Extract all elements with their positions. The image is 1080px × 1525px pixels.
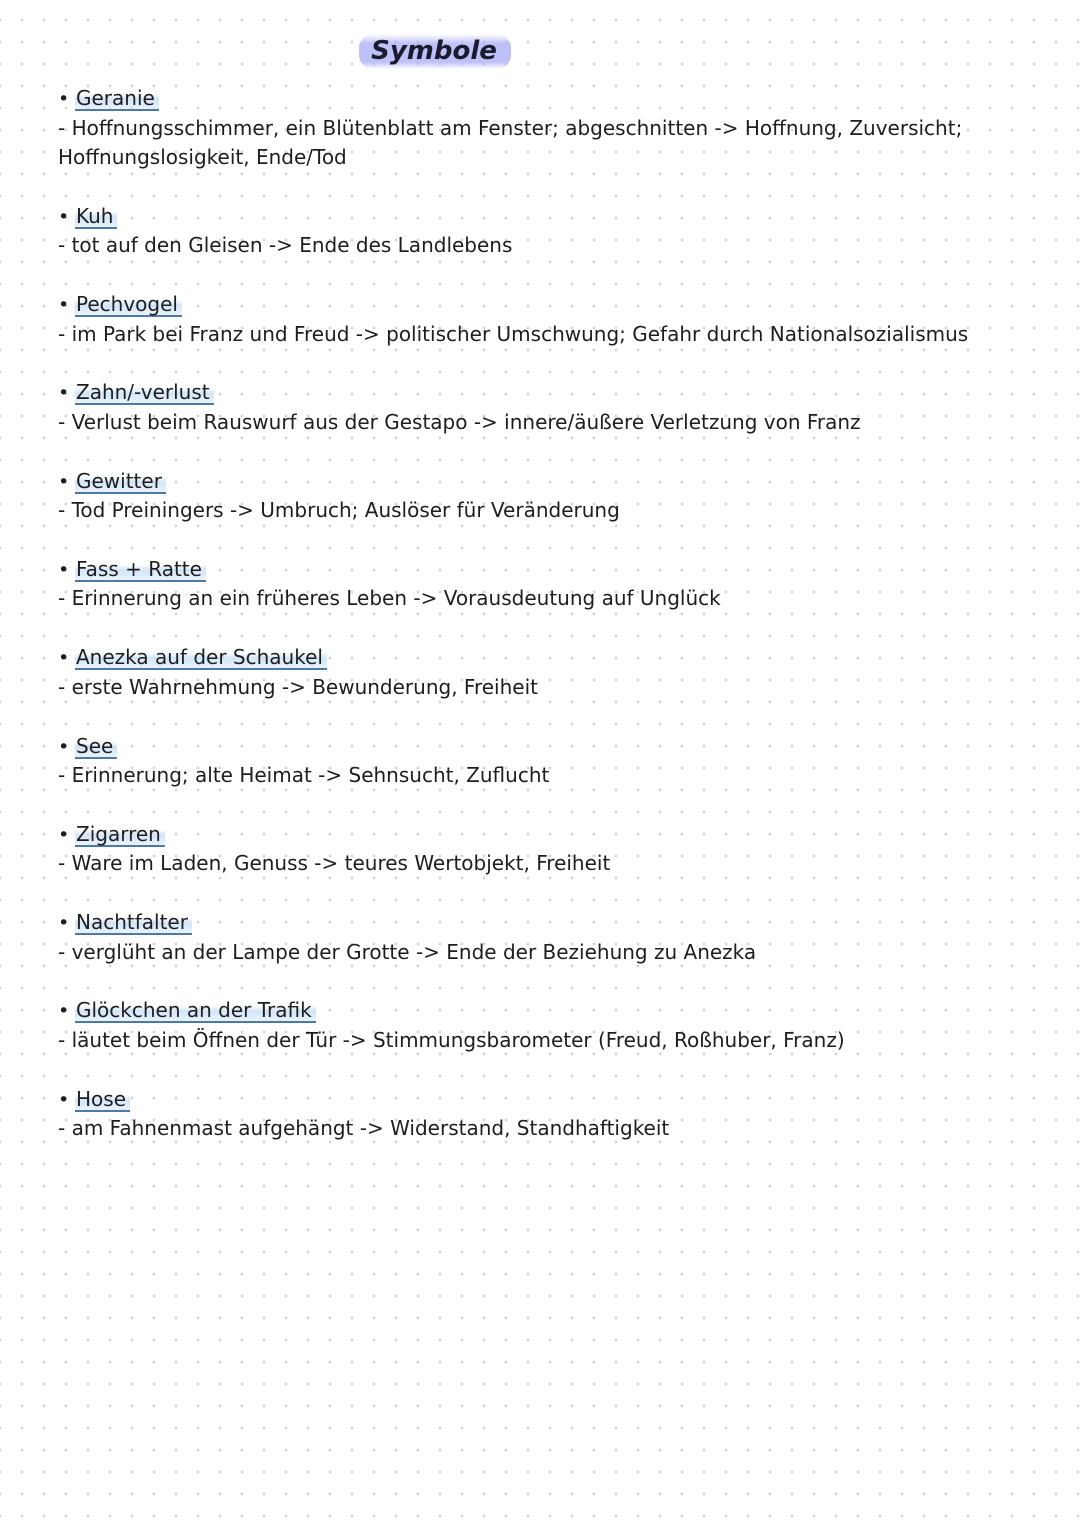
item-term: Glöckchen an der Trafik (75, 999, 316, 1023)
bullet-icon: • (58, 382, 70, 405)
bullet-icon: • (58, 470, 70, 493)
item-heading (58, 643, 1018, 673)
bullet-icon: • (58, 294, 70, 317)
item-term: Fass + Ratte (75, 558, 206, 582)
item-description: - Erinnerung an ein früheres Leben -> Vorausdeutung auf Unglück (58, 586, 721, 611)
list-item (58, 84, 1018, 173)
bullet-icon: • (58, 735, 70, 758)
bullet-icon: • (58, 912, 70, 935)
bullet-icon: • (58, 647, 70, 670)
item-description: - am Fahnenmast aufgehängt -> Widerstand, Standhaftigkeit (58, 1116, 670, 1141)
list-item (58, 555, 1018, 614)
item-description: - Verlust beim Rauswurf aus der Gestapo -> innere/äußere Verletzung von Franz (58, 409, 861, 434)
item-term: Gewitter (75, 470, 166, 494)
item-description: - Ware im Laden, Genuss -> teures Wertobjekt, Freiheit (58, 851, 611, 876)
bullet-icon: • (58, 823, 70, 846)
list-item (58, 202, 1018, 261)
list-item (58, 820, 1018, 879)
item-term: Geranie (75, 87, 159, 111)
list-item (58, 467, 1018, 526)
bullet-icon: • (58, 1088, 70, 1111)
title-wrapper (0, 34, 870, 69)
item-heading (58, 202, 1018, 232)
item-term: Anezka auf der Schaukel (75, 646, 327, 670)
item-heading (58, 290, 1018, 320)
item-term: Zahn/-verlust (75, 381, 214, 405)
bullet-icon: • (58, 205, 70, 228)
item-heading (58, 467, 1018, 497)
list-item (58, 1085, 1018, 1144)
item-term: Kuh (75, 205, 117, 229)
item-term: Nachtfalter (75, 911, 192, 935)
list-item (58, 908, 1018, 967)
symbol-list (58, 84, 1018, 1173)
item-heading (58, 820, 1018, 850)
item-term: Zigarren (75, 823, 165, 847)
item-description: - im Park bei Franz und Freud -> politischer Umschwung; Gefahr durch Nationalsozialismus (58, 321, 969, 346)
item-description: - Hoffnungsschimmer, ein Blütenblatt am Fenster; abgeschnitten -> Hoffnung, Zuversicht; Hoffnungslosigkeit, Ende/Tod (58, 115, 963, 169)
list-item (58, 378, 1018, 437)
list-item (58, 643, 1018, 702)
item-heading (58, 1085, 1018, 1115)
item-heading (58, 996, 1018, 1026)
item-term: See (75, 735, 117, 759)
list-item (58, 732, 1018, 791)
list-item (58, 996, 1018, 1055)
item-term: Pechvogel (75, 293, 182, 317)
list-item (58, 290, 1018, 349)
item-heading (58, 84, 1018, 114)
item-heading (58, 378, 1018, 408)
bullet-icon: • (58, 1000, 70, 1023)
item-description: - verglüht an der Lampe der Grotte -> Ende der Beziehung zu Anezka (58, 939, 757, 964)
item-heading (58, 908, 1018, 938)
bullet-icon: • (58, 558, 70, 581)
item-term: Hose (75, 1088, 130, 1112)
item-description: - läutet beim Öffnen der Tür -> Stimmungsbarometer (Freud, Roßhuber, Franz) (58, 1027, 845, 1052)
page-title: Symbole (359, 34, 511, 69)
item-description: - Erinnerung; alte Heimat -> Sehnsucht, Zuflucht (58, 763, 550, 788)
item-description: - tot auf den Gleisen -> Ende des Landlebens (58, 233, 513, 258)
item-heading (58, 732, 1018, 762)
item-heading (58, 555, 1018, 585)
item-description: - erste Wahrnehmung -> Bewunderung, Freiheit (58, 674, 538, 699)
bullet-icon: • (58, 88, 70, 110)
item-description: - Tod Preiningers -> Umbruch; Auslöser für Veränderung (58, 498, 620, 523)
